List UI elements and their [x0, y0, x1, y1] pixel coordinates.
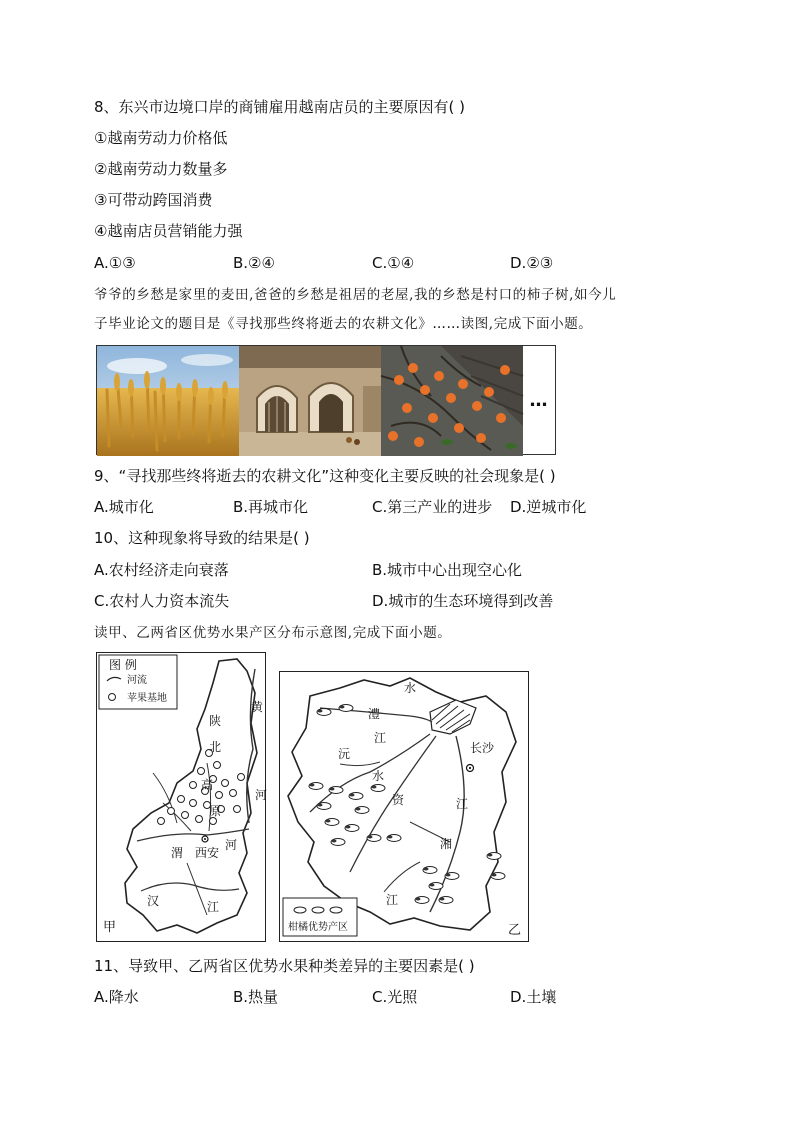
label-zi: 资: [392, 793, 405, 807]
q11-option-b: B.热量: [233, 988, 279, 1006]
q8-option-c: C.①④: [372, 254, 415, 272]
label-jiang3: 江: [386, 893, 399, 907]
legend-river-label: 河流: [127, 675, 147, 686]
legend-apple-label: 苹果基地: [127, 693, 167, 704]
q11-option-a: A.降水: [94, 988, 139, 1006]
label-wei: 渭: [171, 846, 184, 860]
q11-stem: 11、导致甲、乙两省区优势水果种类差异的主要因素是( ): [94, 957, 475, 975]
q10-option-d: D.城市的生态环境得到改善: [372, 592, 554, 610]
label-xian: 西安: [195, 846, 220, 860]
q11-option-c: C.光照: [372, 988, 418, 1006]
map-jia: [96, 652, 266, 942]
label-li: 澧: [368, 707, 381, 721]
legend-title-jia: 图 例: [109, 658, 137, 672]
intro-passage-line2: 子毕业论文的题目是《寻找那些终将逝去的农耕文化》……读图,完成下面小题。: [94, 316, 593, 332]
label-xiang: 湘: [440, 837, 453, 851]
label-gao: 高: [201, 778, 214, 792]
label-he: 河: [255, 788, 268, 802]
q10-option-a: A.农村经济走向衰落: [94, 561, 229, 579]
q8-option-a: A.①③: [94, 254, 136, 272]
q8-item-1: ①越南劳动力价格低: [94, 129, 228, 147]
q8-item-4: ④越南店员营销能力强: [94, 222, 243, 240]
map-yi: [279, 671, 529, 942]
q10-option-b: B.城市中心出现空心化: [372, 561, 523, 579]
label-jiang1: 江: [374, 731, 387, 745]
q9-option-b: B.再城市化: [233, 498, 309, 516]
legend-citrus-label: 柑橘优势产区: [288, 922, 348, 933]
map-intro: 读甲、乙两省区优势水果产区分布示意图,完成下面小题。: [94, 625, 452, 641]
label-shui: 水: [404, 681, 417, 695]
panel-label-yi: 乙: [508, 923, 522, 938]
photo-strip-ellipsis: …: [529, 389, 549, 411]
label-han: 汉: [147, 894, 160, 908]
q11-option-d: D.土壤: [510, 988, 557, 1006]
label-bei: 北: [209, 740, 222, 754]
label-yuan: 沅: [338, 747, 351, 761]
label-changsha: 长沙: [470, 741, 495, 755]
q8-item-2: ②越南劳动力数量多: [94, 160, 228, 178]
label-shan: 陕: [209, 714, 222, 728]
q8-option-d: D.②③: [510, 254, 554, 272]
q9-stem: 9、“寻找那些终将逝去的农耕文化”这种变化主要反映的社会现象是( ): [94, 467, 556, 485]
q9-option-c: C.第三产业的进步: [372, 498, 493, 516]
q10-option-c: C.农村人力资本流失: [94, 592, 230, 610]
q10-stem: 10、这种现象将导致的结果是( ): [94, 529, 310, 547]
q9-option-a: A.城市化: [94, 498, 154, 516]
persimmon-tree-photo: [381, 346, 523, 454]
label-huang: 黄: [251, 700, 264, 714]
panel-label-jia: 甲: [103, 920, 117, 935]
old-house-photo: [239, 346, 381, 454]
label-shui2: 水: [372, 769, 385, 783]
photo-strip: [96, 345, 556, 455]
q8-item-3: ③可带动跨国消费: [94, 191, 213, 209]
q9-option-d: D.逆城市化: [510, 498, 587, 516]
intro-passage-line1: 爷爷的乡愁是家里的麦田,爸爸的乡愁是祖居的老屋,我的乡愁是村口的柿子树,如今儿: [94, 287, 617, 303]
wheat-field-photo: [97, 346, 239, 454]
label-jiang2: 江: [456, 797, 469, 811]
q8-stem: 8、东兴市边境口岸的商铺雇用越南店员的主要原因有( ): [94, 98, 466, 116]
q8-option-b: B.②④: [233, 254, 275, 272]
label-jiang: 江: [207, 900, 220, 914]
label-yuan: 原: [209, 804, 222, 818]
label-he2: 河: [225, 838, 238, 852]
